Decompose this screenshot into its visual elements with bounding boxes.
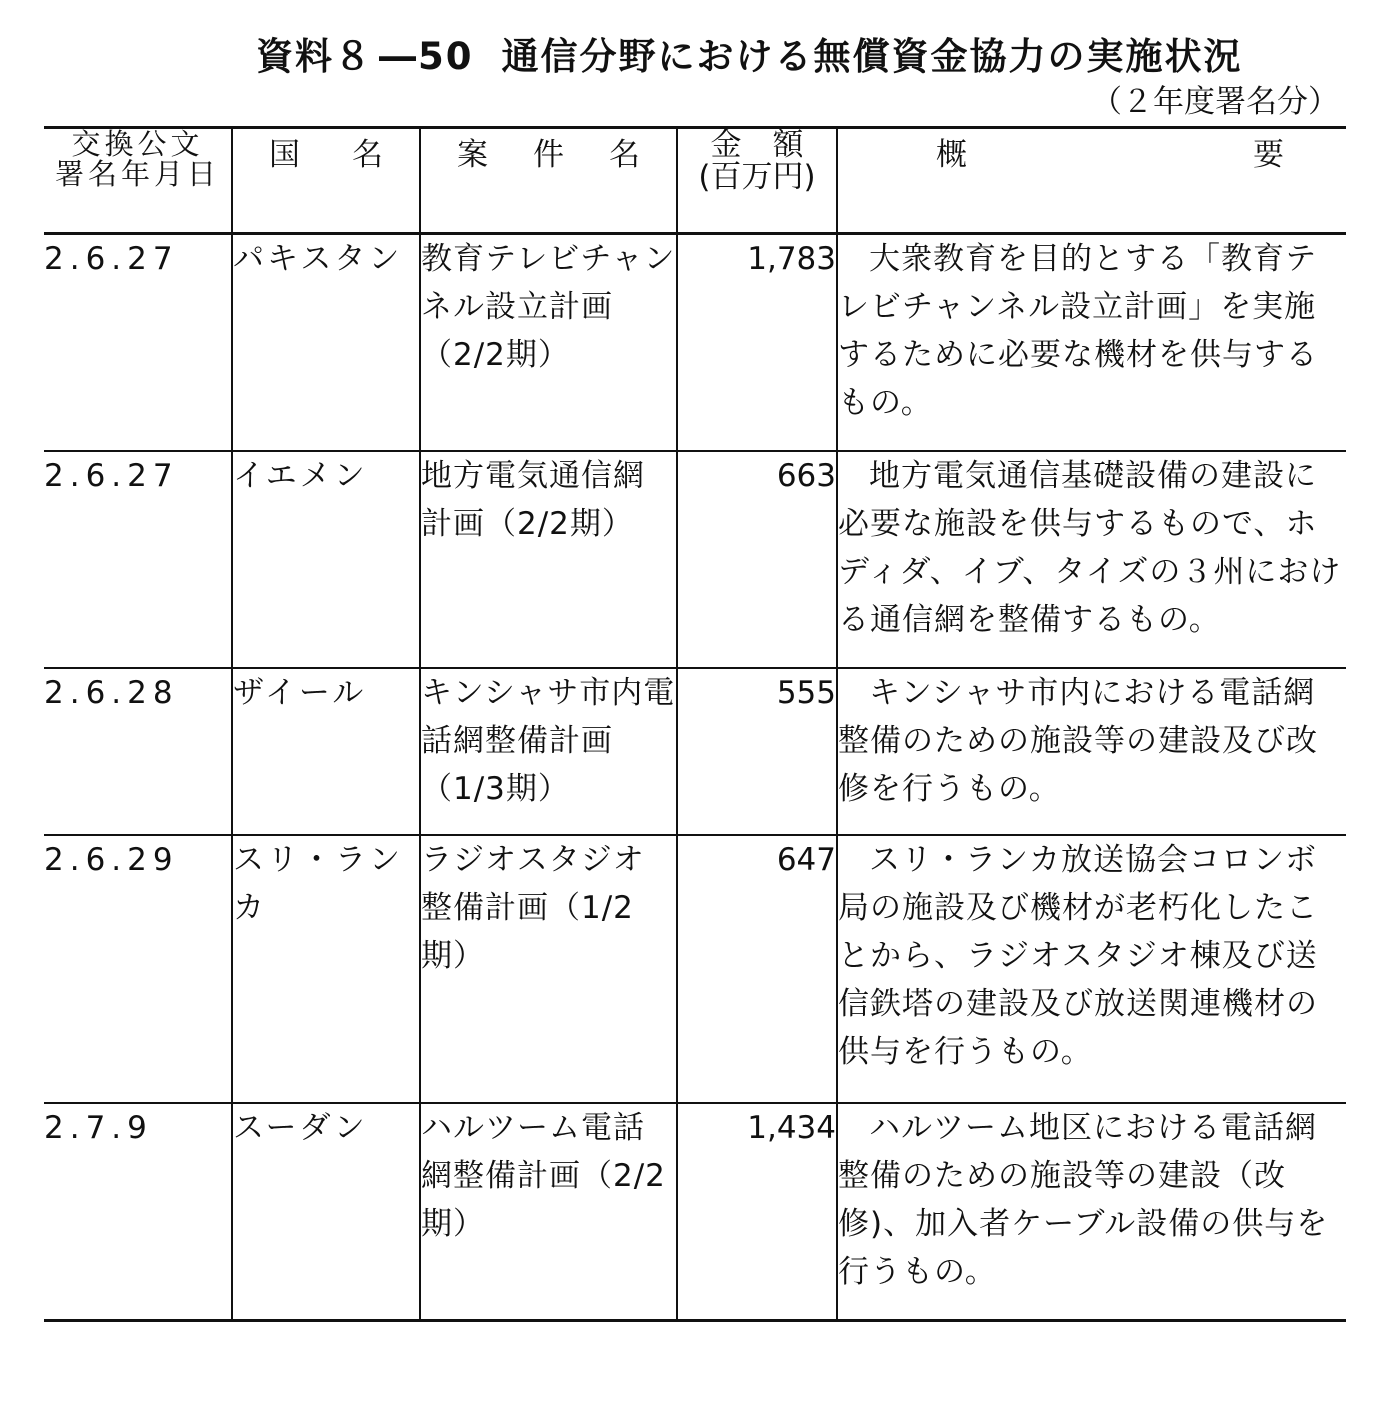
header-amount-line2: (百万円) (698, 159, 816, 195)
row-project: 地方電気通信網計画（2/2期） (420, 451, 677, 668)
row-summary: キンシャサ市内における電話網整備のための施設等の建設及び改修を行うもの。 (837, 668, 1346, 835)
header-project-part: 名 (609, 137, 640, 173)
row-date: 2.6.27 (44, 451, 232, 668)
row-date: 2.6.29 (44, 835, 232, 1103)
row-summary: ハルツーム地区における電話網整備のための施設等の建設（改修)、加入者ケーブル設備の供与を行うもの。 (837, 1103, 1346, 1321)
row-summary: 大衆教育を目的とする「教育テレビチャンネル設立計画」を実施するために必要な機材を供与するもの。 (837, 234, 1346, 451)
row-amount: 1,434 (677, 1103, 837, 1321)
header-summary-part: 概 (936, 137, 967, 173)
title-prefix: 資料８ (256, 35, 373, 78)
header-date-line2: 署名年月日 (54, 157, 220, 191)
header-date (44, 128, 232, 234)
table-row (44, 234, 1346, 451)
row-amount: 663 (677, 451, 837, 668)
table-row (44, 1103, 1346, 1321)
title-text: 通信分野における無償資金協力の実施状況 (501, 35, 1243, 78)
page-subtitle: （２年度署名分） (1091, 84, 1339, 120)
header-amount-line1: 金 額 (710, 127, 804, 163)
header-summary (837, 128, 1346, 234)
row-country: パキスタン (232, 234, 420, 451)
row-country: ザイール (232, 668, 420, 835)
row-project: ハルツーム電話網整備計画（2/2期） (420, 1103, 677, 1321)
header-country (232, 128, 420, 234)
row-summary: スリ・ランカ放送協会コロンボ局の施設及び機材が老朽化したことから、ラジオスタジオ棟及び送信鉄塔の建設及び放送関連機材の供与を行うもの。 (837, 835, 1346, 1103)
title-number: ―50 (379, 35, 474, 78)
header-project-part: 件 (533, 137, 564, 173)
row-date: 2.7.9 (44, 1103, 232, 1321)
row-date: 2.6.28 (44, 668, 232, 835)
header-country-part: 国 (269, 137, 300, 173)
row-country: スーダン (232, 1103, 420, 1321)
header-summary-part: 要 (1253, 137, 1284, 173)
grant-table (44, 126, 1346, 1322)
row-country: スリ・ランカ (232, 835, 420, 1103)
row-amount: 647 (677, 835, 837, 1103)
row-amount: 1,783 (677, 234, 837, 451)
page-title (256, 26, 1243, 80)
row-summary: 地方電気通信基礎設備の建設に必要な施設を供与するもので、ホディダ、イブ、タイズの３州における通信網を整備するもの。 (837, 451, 1346, 668)
table-header-row (44, 128, 1346, 234)
header-project (420, 128, 677, 234)
row-project: 教育テレビチャンネル設立計画（2/2期） (420, 234, 677, 451)
header-date-line1: 交換公文 (71, 127, 204, 161)
table-row (44, 835, 1346, 1103)
header-amount (677, 128, 837, 234)
row-date: 2.6.27 (44, 234, 232, 451)
row-project: キンシャサ市内電話網整備計画（1/3期） (420, 668, 677, 835)
header-country-part: 名 (352, 137, 383, 173)
row-country: イエメン (232, 451, 420, 668)
table-row (44, 668, 1346, 835)
header-project-part: 案 (457, 137, 488, 173)
row-amount: 555 (677, 668, 837, 835)
table-row (44, 451, 1346, 668)
row-project: ラジオスタジオ整備計画（1/2期） (420, 835, 677, 1103)
